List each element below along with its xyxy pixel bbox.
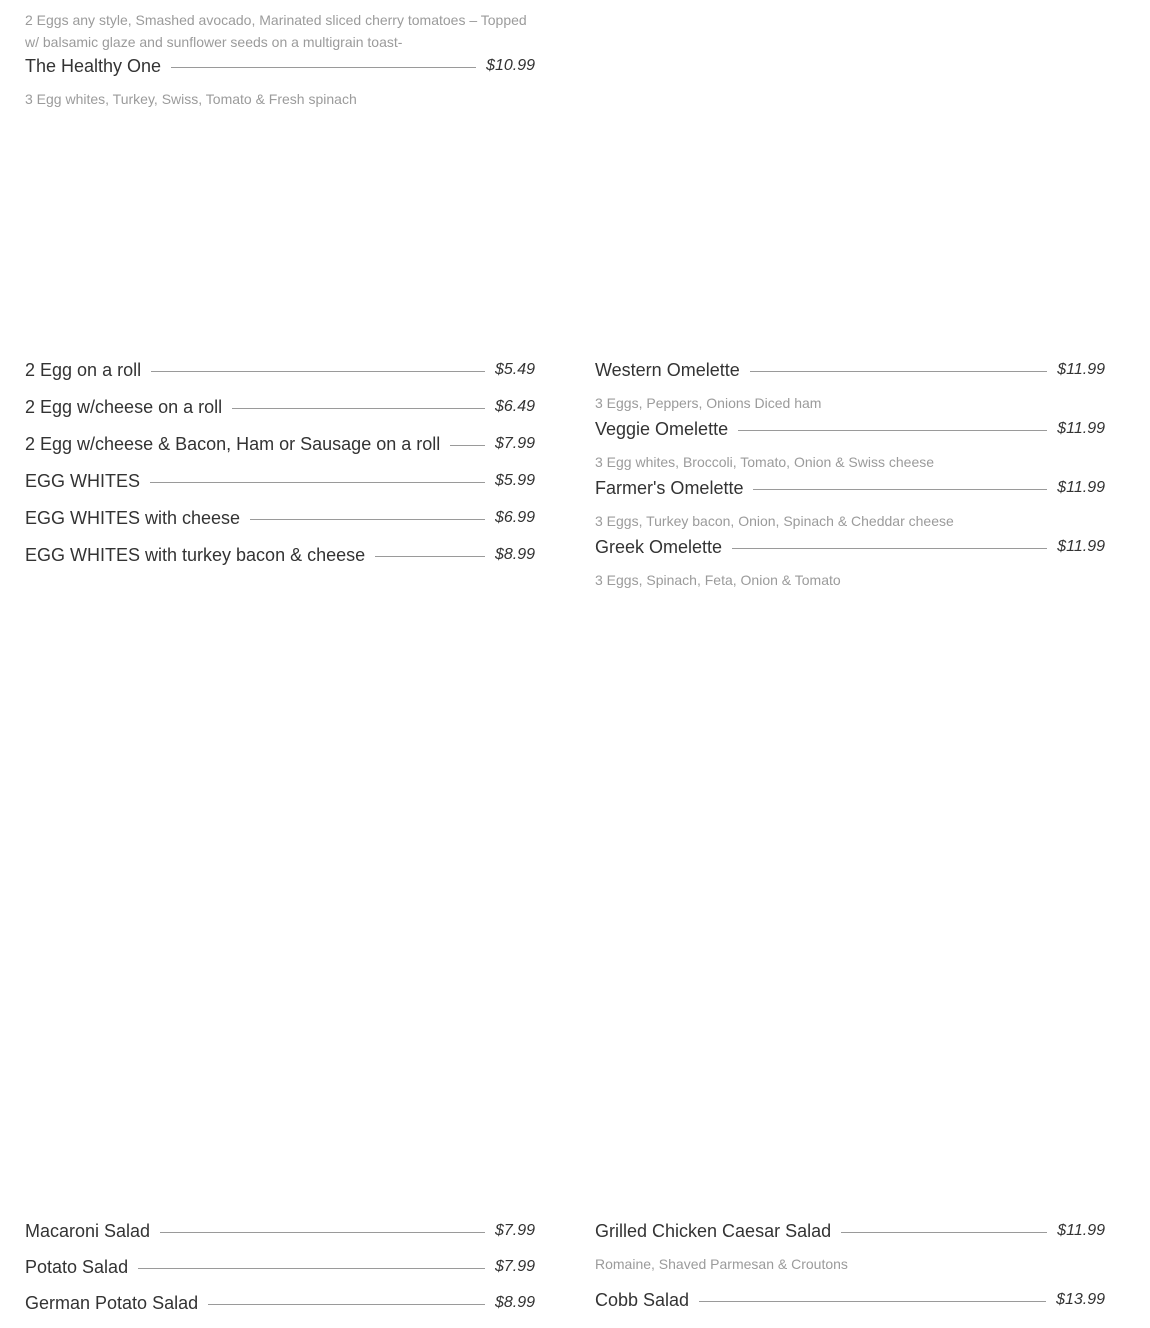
- menu-item[interactable]: [595, 477, 1105, 499]
- menu-item-the-healthy-one[interactable]: [25, 55, 535, 77]
- menu-item-leader-line: [208, 1304, 485, 1305]
- menu-section-omelettes: [595, 359, 1105, 595]
- menu-item[interactable]: [25, 359, 535, 381]
- menu-item-description: 3 Eggs, Peppers, Onions Diced ham: [595, 395, 822, 411]
- menu-item[interactable]: [25, 507, 535, 529]
- menu-item[interactable]: [25, 470, 535, 492]
- menu-item-price: $11.99: [1057, 361, 1105, 378]
- menu-item-price: $7.99: [494, 1258, 535, 1275]
- menu-item-price: $8.99: [494, 546, 535, 563]
- menu-item-leader-line: [753, 489, 1047, 490]
- menu-item-price: $8.99: [494, 1294, 535, 1311]
- menu-item-leader-line: [375, 556, 485, 557]
- menu-item-price: $11.99: [1057, 479, 1105, 496]
- menu-item-price: $7.99: [494, 435, 535, 452]
- menu-item-leader-line: [250, 519, 485, 520]
- menu-item-leader-line: [138, 1268, 485, 1269]
- menu-item-price: $11.99: [1057, 538, 1105, 555]
- menu-item-name: EGG WHITES with turkey bacon & cheese: [25, 545, 366, 565]
- menu-item-name: Greek Omelette: [595, 537, 723, 557]
- menu-item-leader-line: [738, 430, 1047, 431]
- menu-item-leader-line: [699, 1301, 1046, 1302]
- menu-item-leader-line: [732, 548, 1047, 549]
- menu-item-name: Western Omelette: [595, 360, 740, 380]
- menu-section-salads-left: [25, 1220, 535, 1328]
- menu-item-leader-line: [151, 371, 485, 372]
- menu-item-leader-line: [450, 445, 485, 446]
- menu-item-name: German Potato Salad: [25, 1293, 199, 1313]
- menu-item-name: Potato Salad: [25, 1257, 129, 1277]
- menu-item[interactable]: [25, 1220, 535, 1242]
- menu-item-name: 2 Egg w/cheese & Bacon, Ham or Sausage on a roll: [25, 434, 441, 454]
- menu-item-price: $6.49: [494, 398, 535, 415]
- menu-item-price: $6.99: [494, 509, 535, 526]
- menu-item-leader-line: [232, 408, 485, 409]
- menu-item-price: $11.99: [1057, 420, 1105, 437]
- menu-item-price: $5.99: [494, 472, 535, 489]
- menu-item-name: Veggie Omelette: [595, 419, 729, 439]
- menu-item-name: The Healthy One: [25, 56, 162, 76]
- menu-item-name: 2 Egg w/cheese on a roll: [25, 397, 223, 417]
- menu-item-price: $7.99: [494, 1222, 535, 1239]
- menu-item[interactable]: [595, 359, 1105, 381]
- menu-item[interactable]: [595, 536, 1105, 558]
- menu-item-price: $5.49: [494, 361, 535, 378]
- menu-item[interactable]: [595, 418, 1105, 440]
- menu-item-description: 3 Eggs, Turkey bacon, Onion, Spinach & Cheddar cheese: [595, 513, 954, 529]
- menu-section-top: [25, 9, 535, 110]
- menu-item[interactable]: [25, 433, 535, 455]
- menu-item-description: 3 Egg whites, Broccoli, Tomato, Onion & Swiss cheese: [595, 454, 935, 470]
- menu-item-description: Romaine, Shaved Parmesan & Croutons: [595, 1256, 848, 1272]
- menu-section-egg-sandwiches: [25, 359, 535, 581]
- menu-item-name: Macaroni Salad: [25, 1221, 151, 1241]
- menu-item[interactable]: [25, 544, 535, 566]
- menu-item-name: Grilled Chicken Caesar Salad: [595, 1221, 832, 1241]
- menu-item[interactable]: [25, 1292, 535, 1314]
- menu-item-name: Cobb Salad: [595, 1290, 690, 1310]
- menu-item[interactable]: [25, 1256, 535, 1278]
- menu-item[interactable]: [595, 1289, 1105, 1311]
- menu-item-leader-line: [150, 482, 485, 483]
- menu-item-price: $10.99: [486, 57, 535, 74]
- menu-item-leader-line: [841, 1232, 1047, 1233]
- menu-item-name: EGG WHITES with cheese: [25, 508, 241, 528]
- menu-item[interactable]: [25, 396, 535, 418]
- menu-item-description: 2 Eggs any style, Smashed avocado, Marinated sliced cherry tomatoes – Topped w/ balsamic glaze and sunflower seeds on a multigrain toast-: [25, 12, 527, 50]
- menu-item-price: $13.99: [1056, 1291, 1105, 1308]
- menu-item-description: 3 Egg whites, Turkey, Swiss, Tomato & Fresh spinach: [25, 91, 357, 107]
- menu-item-name: Farmer's Omelette: [595, 478, 744, 498]
- menu-item-price: $11.99: [1057, 1222, 1105, 1239]
- menu-item-leader-line: [750, 371, 1048, 372]
- menu-section-salads-right: [595, 1220, 1105, 1322]
- menu-item-name: 2 Egg on a roll: [25, 360, 142, 380]
- menu-item-leader-line: [171, 67, 476, 68]
- menu-item-leader-line: [160, 1232, 485, 1233]
- menu-item-description: 3 Eggs, Spinach, Feta, Onion & Tomato: [595, 572, 841, 588]
- menu-item[interactable]: [595, 1220, 1105, 1242]
- menu-item-name: EGG WHITES: [25, 471, 141, 491]
